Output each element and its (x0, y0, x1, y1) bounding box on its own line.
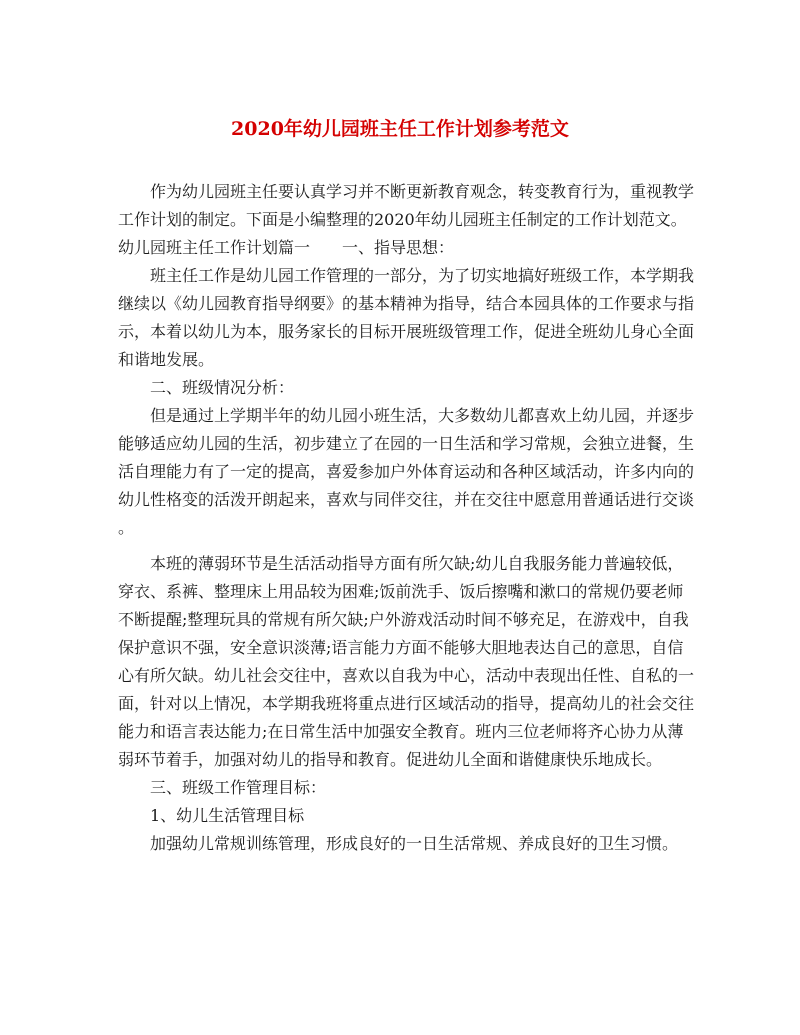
paragraph-line: 弱环节着手，加强对幼儿的指导和教育。促进幼儿全面和谐健康快乐地成长。 (118, 750, 663, 769)
paragraph-line: 本班的薄弱环节是生活活动指导方面有所欠缺;幼儿自我服务能力普遍较低， (150, 554, 684, 573)
paragraph-line: 示，本着以幼儿为本，服务家长的目标开展班级管理工作，促进全班幼儿身心全面 (118, 322, 695, 341)
paragraph-line: 幼儿性格变的活泼开朗起来，喜欢与同伴交往，并在交往中愿意用普通话进行交谈 (118, 490, 695, 509)
section-heading: 二、班级情况分析： (150, 378, 295, 397)
paragraph-line: 继续以《幼儿园教育指导纲要》的基本精神为指导，结合本园具体的工作要求与指 (118, 294, 695, 313)
paragraph-line: 面，针对以上情况，本学期我班将重点进行区域活动的指导，提高幼儿的社会交往 (118, 694, 695, 713)
paragraph-line: 班主任工作是幼儿园工作管理的一部分，为了切实地搞好班级工作，本学期我 (150, 266, 695, 285)
paragraph-line: 但是通过上学期半年的幼儿园小班生活，大多数幼儿都喜欢上幼儿园，并逐步 (150, 406, 695, 425)
paragraph-line: 心有所欠缺。幼儿社会交往中，喜欢以自我为中心，活动中表现出任性、自私的一 (118, 666, 695, 685)
paragraph-line: 工作计划的制定。下面是小编整理的2020年幼儿园班主任制定的工作计划范文。 (118, 210, 687, 229)
paragraph-line: 加强幼儿常规训练管理，形成良好的一日生活常规、养成良好的卫生习惯。 (150, 834, 679, 853)
paragraph-line: 能力和语言表达能力;在日常生活中加强安全教育。班内三位老师将齐心协力从薄 (118, 722, 684, 741)
paragraph-gap (118, 542, 684, 550)
paragraph-line: 穿衣、系裤、整理床上用品较为困难;饭前洗手、饭后擦嘴和漱口的常规仍要老师 (118, 582, 684, 601)
document-body (118, 178, 695, 858)
section-heading: 三、班级工作管理目标： (150, 778, 327, 797)
paragraph-line: 。 (118, 518, 135, 537)
paragraph-line: 不断提醒;整理玩具的常规有所欠缺;户外游戏活动时间不够充足，在游戏中，自我 (118, 610, 689, 629)
paragraph-line: 保护意识不强，安全意识淡薄;语言能力方面不能够大胆地表达自己的意思，自信 (118, 638, 684, 657)
paragraph-line: 作为幼儿园班主任要认真学习并不断更新教育观念，转变教育行为，重视教学 (150, 182, 695, 201)
paragraph-line: 活自理能力有了一定的提高，喜爱参加户外体育运动和各种区域活动，许多内向的 (118, 462, 695, 481)
subsection-heading: 1、幼儿生活管理目标 (150, 806, 305, 825)
paragraph-line: 幼儿园班主任工作计划篇一 一、指导思想： (118, 238, 455, 257)
paragraph-line: 能够适应幼儿园的生活，初步建立了在园的一日生活和学习常规，会独立进餐，生 (118, 434, 695, 453)
paragraph-line: 和谐地发展。 (118, 350, 215, 369)
document-title: 2020年幼儿园班主任工作计划参考范文 (231, 118, 569, 140)
